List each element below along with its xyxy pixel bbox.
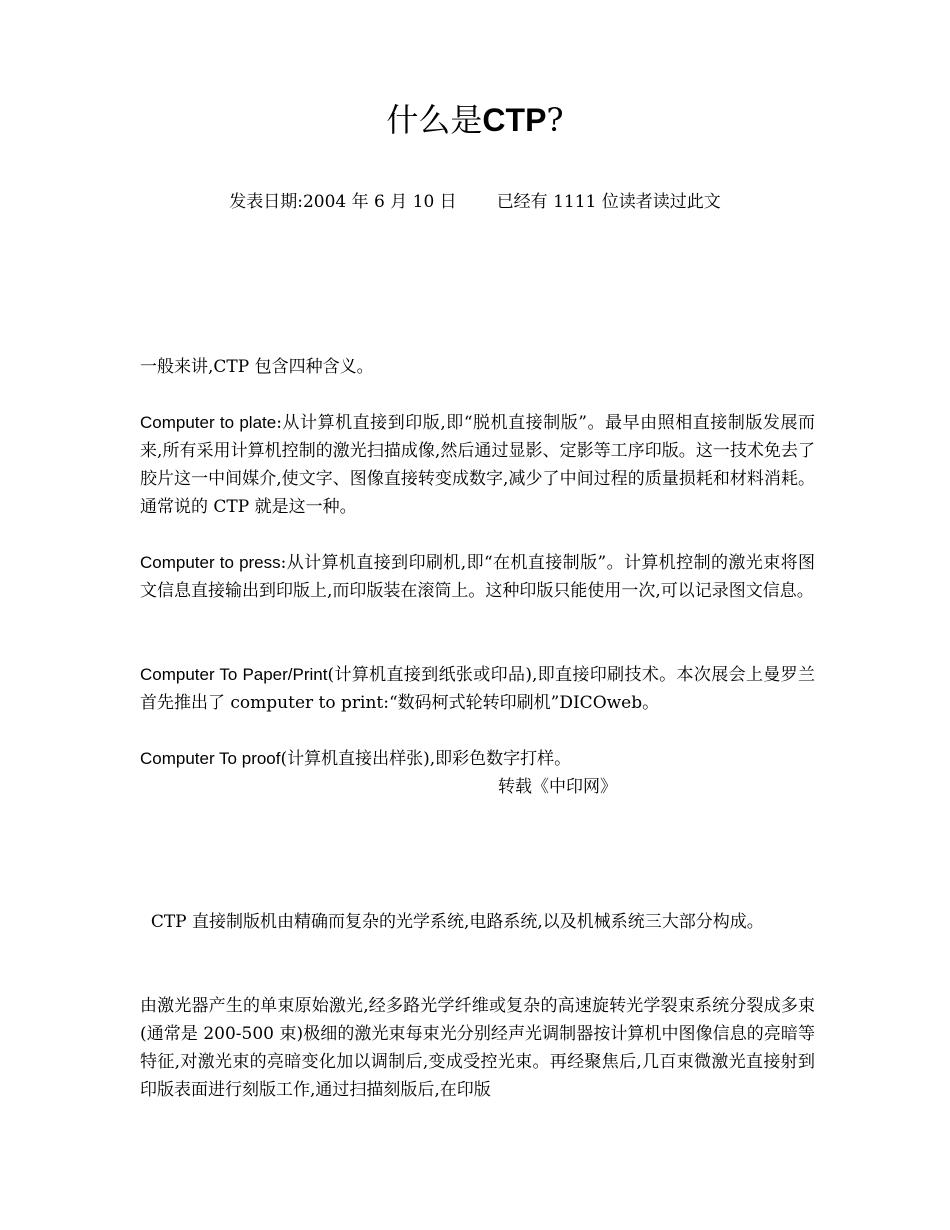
computer-to-plate-paragraph <box>140 409 815 521</box>
intro-paragraph <box>140 353 815 381</box>
computer-to-plate-description: :从计算机直接到印版,即“脱机直接制版”。最早由照相直接制版发展而来,所有采用计算机控制的激光扫描成像,然后通过显影、定影等工序印版。这一技术免去了胶片这一中间媒介,使文字、图像直接转变成数字,减少了中间过程的质量损耗和材料消耗。通常说的 CTP 就是这一种。 <box>140 413 815 517</box>
computer-to-paper-paragraph <box>140 661 815 717</box>
computer-to-plate-text <box>140 409 815 521</box>
computer-to-press-description: :从计算机直接到印刷机,即“在机直接制版”。计算机控制的激光束将图文信息直接输出到印版上,而印版装在滚筒上。这种印版只能使用一次,可以记录图文信息。 <box>140 553 815 601</box>
computer-to-plate-term: Computer to plate <box>140 413 277 432</box>
computer-to-paper-description: (计算机直接到纸张或印品),即直接印刷技术。本次展会上曼罗兰首先推出了 computer to print:“数码柯式轮转印刷机”DICOweb。 <box>140 665 815 713</box>
computer-to-paper-text <box>140 661 815 717</box>
laser-process-paragraph <box>140 992 815 1104</box>
computer-to-press-term: Computer to press <box>140 553 281 572</box>
publish-date: 发表日期:2004 年 6 月 10 日 <box>229 192 457 212</box>
title-suffix: ? <box>546 101 564 139</box>
title-acronym: CTP <box>482 102 547 138</box>
source-attribution: 转载《中印网》 <box>498 777 617 797</box>
computer-to-proof-term: Computer To proof <box>140 749 281 768</box>
computer-to-proof-description: (计算机直接出样张),即彩色数字打样。 <box>280 749 572 769</box>
computer-to-press-text <box>140 549 815 605</box>
intro-text: 一般来讲,CTP 包含四种含义。 <box>140 357 374 377</box>
computer-to-press-paragraph <box>140 549 815 605</box>
structure-text: CTP 直接制版机由精确而复杂的光学系统,电路系统,以及机械系统三大部分构成。 <box>140 912 764 932</box>
page-title <box>0 98 950 142</box>
reader-count: 已经有 1111 位读者读过此文 <box>496 192 721 212</box>
computer-to-proof-text <box>140 745 815 773</box>
laser-process-text: 由激光器产生的单束原始激光,经多路光学纤维或复杂的高速旋转光学裂束系统分裂成多束(通常是 200-500 束)极细的激光束每束光分别经声光调制器按计算机中图像信息的亮暗等特征,对激光束的亮暗变化加以调制后,变成受控光束。再经聚焦后,几百束微激光直接射到印版表面进行刻版工作,通过扫描刻版后,在印版 <box>140 996 815 1100</box>
title-prefix: 什么是 <box>386 101 483 139</box>
structure-paragraph <box>140 908 815 936</box>
computer-to-paper-term: Computer To Paper/Print <box>140 665 328 684</box>
computer-to-proof-paragraph <box>140 745 815 773</box>
article-meta <box>0 189 950 215</box>
